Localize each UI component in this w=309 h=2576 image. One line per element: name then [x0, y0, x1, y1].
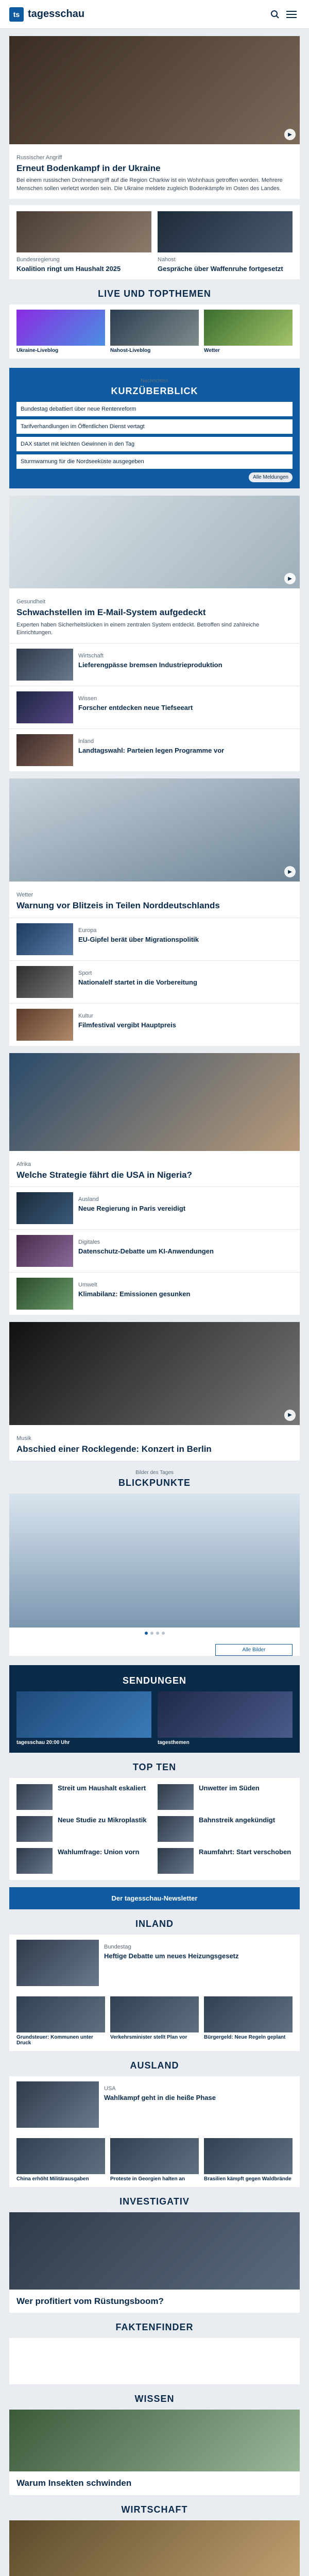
section-pre: Bilder des Tages [135, 1470, 174, 1476]
news-ticker-item[interactable]: DAX startet mit leichten Gewinnen in den Tag [16, 437, 293, 451]
list-item[interactable] [9, 1229, 300, 1272]
headline: Erneut Bodenkampf in der Ukraine [16, 163, 161, 173]
topten-item[interactable] [16, 1816, 151, 1842]
headline: Heftige Debatte um neues Heizungsgesetz [104, 1952, 239, 1960]
live-strip [9, 304, 300, 359]
topten-item[interactable] [16, 1848, 151, 1874]
headline: Verkehrsminister stellt Plan vor [110, 2035, 187, 2041]
section-title-wissen: WISSEN [134, 2394, 175, 2404]
section-title-faktenfinder: FAKTENFINDER [115, 2322, 194, 2333]
headline: Bahnstreik angekündigt [199, 1816, 276, 1824]
topten-item[interactable] [158, 1784, 293, 1810]
headline: Klimabilanz: Emissionen gesunken [78, 1290, 191, 1298]
topline: Wissen [78, 696, 97, 702]
lead-teaser[interactable] [9, 2076, 300, 2133]
section-blickpunkte [0, 1461, 309, 1494]
topten-item[interactable] [158, 1848, 293, 1874]
sendung-label: tagesthemen [158, 1740, 190, 1746]
topline: Bundesregierung [16, 257, 60, 263]
headline: Landtagswahl: Parteien legen Programme vor [78, 747, 225, 755]
logo-icon: ts [9, 7, 24, 22]
topline: Ausland [78, 1196, 99, 1202]
section-pre: Nachrichten [141, 378, 168, 384]
section-title-live: LIVE UND TOPTHEMEN [98, 289, 211, 299]
section-title-ausland: AUSLAND [130, 2060, 179, 2071]
site-header [0, 0, 309, 29]
topline: Europa [78, 927, 97, 934]
topten-item[interactable] [16, 1784, 151, 1810]
ausland-box [9, 2076, 300, 2187]
headline: Wahlkampf geht in die heiße Phase [104, 2094, 216, 2102]
logo-text: tagesschau [28, 8, 85, 20]
headline: Warnung vor Blitzeis in Teilen Norddeutschlands [16, 901, 220, 911]
teaser-card[interactable] [204, 2138, 293, 2182]
teaser-card[interactable] [110, 2138, 199, 2182]
list-item[interactable] [9, 918, 300, 960]
live-item-label: Wetter [204, 348, 220, 354]
list-item[interactable] [9, 643, 300, 686]
headline: Warum Insekten schwinden [16, 2478, 132, 2488]
headline: Wahlumfrage: Union vorn [58, 1848, 140, 1856]
topline: Inland [78, 738, 94, 745]
teaser-text: Bei einem russischen Drohnenangriff auf die Region Charkiw ist ein Wohnhaus getroffen worden. Mehrere Menschen sollen verletzt worden sein. Die Ukraine meldete zugleich Bodenkämpfe im Osten des Landes. [16, 177, 283, 192]
sendung-card[interactable] [16, 1691, 151, 1745]
headline: Forscher entdecken neue Tiefseeart [78, 704, 193, 712]
news-ticker-item[interactable]: Tarifverhandlungen im Öffentlichen Dienst vertagt [16, 419, 293, 434]
section-title-sendungen: SENDUNGEN [122, 1675, 186, 1686]
headline: China erhöht Militärausgaben [16, 2176, 89, 2182]
all-news-button[interactable]: Alle Meldungen [249, 472, 293, 482]
topline: Wetter [16, 892, 33, 899]
list-item[interactable] [9, 960, 300, 1003]
topline: Digitales [78, 1239, 100, 1245]
wissen-teaser[interactable] [9, 2410, 300, 2495]
list-item[interactable] [9, 686, 300, 728]
section-title-topten: TOP TEN [132, 1762, 177, 1773]
menu-icon[interactable] [283, 6, 300, 23]
all-images-button[interactable]: Alle Bilder [215, 1644, 293, 1656]
teaser-card[interactable] [16, 2138, 105, 2182]
newsletter-banner[interactable]: Der tagesschau-Newsletter [9, 1887, 300, 1909]
hero-teaser[interactable] [9, 36, 300, 199]
video-icon: ▶ [284, 866, 296, 877]
topten-list [9, 1778, 300, 1880]
teaser-card[interactable] [158, 211, 293, 273]
headline: Wer profitiert vom Rüstungsboom? [16, 2296, 164, 2307]
topline: Nahost [158, 257, 176, 263]
headline: Koalition ringt um Haushalt 2025 [16, 265, 121, 273]
list-item[interactable] [9, 1187, 300, 1229]
live-item[interactable] [16, 310, 105, 353]
live-item[interactable] [110, 310, 199, 353]
sendungen-box [9, 1665, 300, 1753]
gallery-dots[interactable] [9, 1628, 300, 1639]
headline: Gespräche über Waffenruhe fortgesetzt [158, 265, 283, 273]
search-icon[interactable] [267, 6, 283, 23]
section-title-wirtschaft: WIRTSCHAFT [121, 2504, 188, 2515]
headline: Raumfahrt: Start verschoben [199, 1848, 291, 1856]
news-ticker-item[interactable]: Bundestag debattiert über neue Rentenreform [16, 402, 293, 416]
topline: Bundestag [104, 1944, 131, 1951]
headline: Neue Regierung in Paris vereidigt [78, 1204, 186, 1212]
headline: Abschied einer Rocklegende: Konzert in Berlin [16, 1444, 212, 1454]
teaser-large[interactable] [9, 778, 300, 1045]
headline: Unwetter im Süden [199, 1784, 260, 1792]
topline: Afrika [16, 1161, 31, 1167]
headline: Streit um Haushalt eskaliert [58, 1784, 146, 1792]
teaser-card[interactable] [110, 1996, 199, 2046]
headline: Neue Studie zu Mikroplastik [58, 1816, 147, 1824]
headline: Nationalelf startet in die Vorbereitung [78, 978, 197, 986]
teaser-card[interactable] [16, 1996, 105, 2046]
section-title-kurz: KURZÜBERBLICK [111, 386, 198, 397]
gallery[interactable] [9, 1494, 300, 1656]
list-item[interactable] [9, 1272, 300, 1315]
wirtschaft-teaser[interactable] [9, 2520, 300, 2576]
teaser-large[interactable] [9, 1053, 300, 1315]
topten-item[interactable] [158, 1816, 293, 1842]
topline: Wirtschaft [78, 653, 104, 659]
kurzueberblick-box [9, 368, 300, 488]
inland-box [9, 1935, 300, 2051]
sendung-label: tagesschau 20:00 Uhr [16, 1740, 70, 1746]
video-icon: ▶ [284, 1410, 296, 1421]
faktenfinder-box[interactable] [9, 2338, 300, 2384]
topline: Umwelt [78, 1281, 97, 1288]
topline: Kultur [78, 1012, 93, 1019]
teaser-card[interactable] [204, 1996, 293, 2046]
video-icon: ▶ [284, 129, 296, 140]
headline: Filmfestival vergibt Hauptpreis [78, 1021, 176, 1029]
headline: Brasilien kämpft gegen Waldbrände [204, 2176, 291, 2182]
site-logo[interactable] [9, 7, 84, 22]
video-icon: ▶ [284, 573, 296, 584]
live-item[interactable] [204, 310, 293, 353]
headline: Schwachstellen im E-Mail-System aufgedeckt [16, 607, 206, 618]
headline: EU-Gipfel berät über Migrationspolitik [78, 935, 199, 943]
headline: Grundsteuer: Kommunen unter Druck [16, 2035, 93, 2046]
headline: Proteste in Georgien halten an [110, 2176, 185, 2182]
headline: Lieferengpässe bremsen Industrieproduktion [78, 661, 222, 669]
section-title-investigativ: INVESTIGATIV [119, 2196, 190, 2207]
live-item-label: Nahost-Liveblog [110, 348, 151, 354]
teaser-text: Experten haben Sicherheitslücken in einem zentralen System entdeckt. Betroffen sind zahlreiche Einrichtungen. [16, 621, 260, 636]
headline: Datenschutz-Debatte um KI-Anwendungen [78, 1247, 214, 1255]
teaser-large[interactable] [9, 1322, 300, 1461]
news-ticker-item[interactable]: Sturmwarnung für die Nordseeküste ausgegeben [16, 454, 293, 469]
investigativ-teaser[interactable] [9, 2212, 300, 2313]
live-item-label: Ukraine-Liveblog [16, 348, 59, 354]
headline: Bürgergeld: Neue Regeln geplant [204, 2035, 286, 2041]
topline: USA [104, 2086, 116, 2092]
section-title-inland: INLAND [135, 1919, 174, 1929]
lead-teaser[interactable] [9, 1935, 300, 1991]
hero-image [9, 36, 300, 144]
sendung-card[interactable] [158, 1691, 293, 1745]
list-item[interactable] [9, 1003, 300, 1046]
teaser-large[interactable] [9, 496, 300, 771]
topline: Gesundheit [16, 599, 46, 605]
list-item[interactable] [9, 728, 300, 771]
topline: Russischer Angriff [16, 155, 62, 161]
teaser-row [9, 205, 300, 279]
section-title-blick: BLICKPUNKTE [118, 1478, 191, 1488]
topline: Musik [16, 1435, 31, 1442]
teaser-card[interactable] [16, 211, 151, 273]
headline: Welche Strategie fährt die USA in Nigeria? [16, 1170, 193, 1180]
topline: Sport [78, 970, 92, 976]
